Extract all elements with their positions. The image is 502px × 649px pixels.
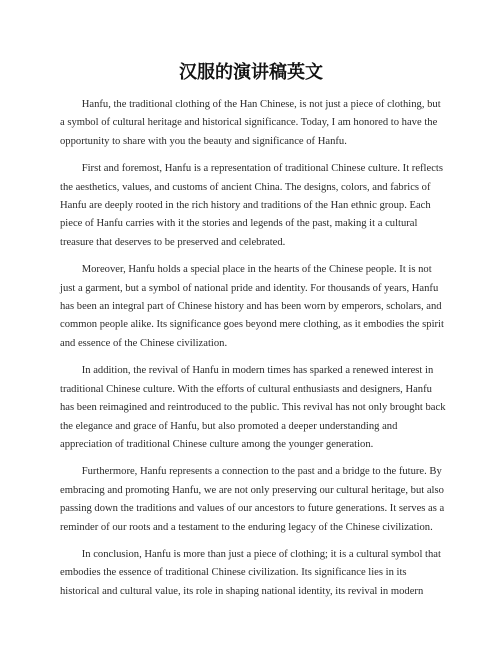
paragraph-moreover: Moreover, Hanfu holds a special place in the hearts of the Chinese people. It is not just a garment, but a symbol of national pride and identity. For thousands of years, Hanfu has been an integral part of Chinese history and has been worn by emperors, scholars, and common people alike. Its significance goes beyond mere clothing, as it embodies the spirit and essence of the Chinese civilization. <box>60 264 444 349</box>
document-title: 汉服的演讲稿英文 <box>179 62 323 83</box>
paragraph-conclusion: In conclusion, Hanfu is more than just a piece of clothing; it is a cultural symbol that embodies the essence of traditional Chinese civilization. Its significance lies in its historical and cultural value, its role in shaping national identity, its revival in modern <box>60 548 441 597</box>
paragraph-first: First and foremost, Hanfu is a representation of traditional Chinese culture. It reflects the aesthetics, values, and customs of ancient China. The designs, colors, and fabrics of Hanfu are deeply rooted in the rich history and traditions of the Han ethnic group. Each piece of Hanfu carries with it the stories and legends of the past, making it a cultural treasure that deserves to be preserved and celebrated. <box>60 163 443 248</box>
paragraph-addition: In addition, the revival of Hanfu in modern times has sparked a renewed interest in traditional Chinese culture. With the efforts of cultural enthusiasts and designers, Hanfu has been reimagined and reintroduced to the public. This revival has not only brought back the elegance and grace of Hanfu, but also promoted a deeper understanding and appreciation of traditional Chinese culture among the younger generation. <box>60 365 446 450</box>
paragraph-intro: Hanfu, the traditional clothing of the Han Chinese, is not just a piece of clothing, but a symbol of cultural heritage and historical significance. Today, I am honored to have the opportunity to share with you the beauty and significance of Hanfu. <box>60 99 441 147</box>
paragraph-furthermore: Furthermore, Hanfu represents a connection to the past and a bridge to the future. By embracing and promoting Hanfu, we are not only preserving our cultural heritage, but also passing down the traditions and values of our ancestors to future generations. It serves as a reminder of our roots and a testament to the enduring legacy of the Chinese civilization. <box>60 466 445 533</box>
document-body <box>60 96 446 610</box>
